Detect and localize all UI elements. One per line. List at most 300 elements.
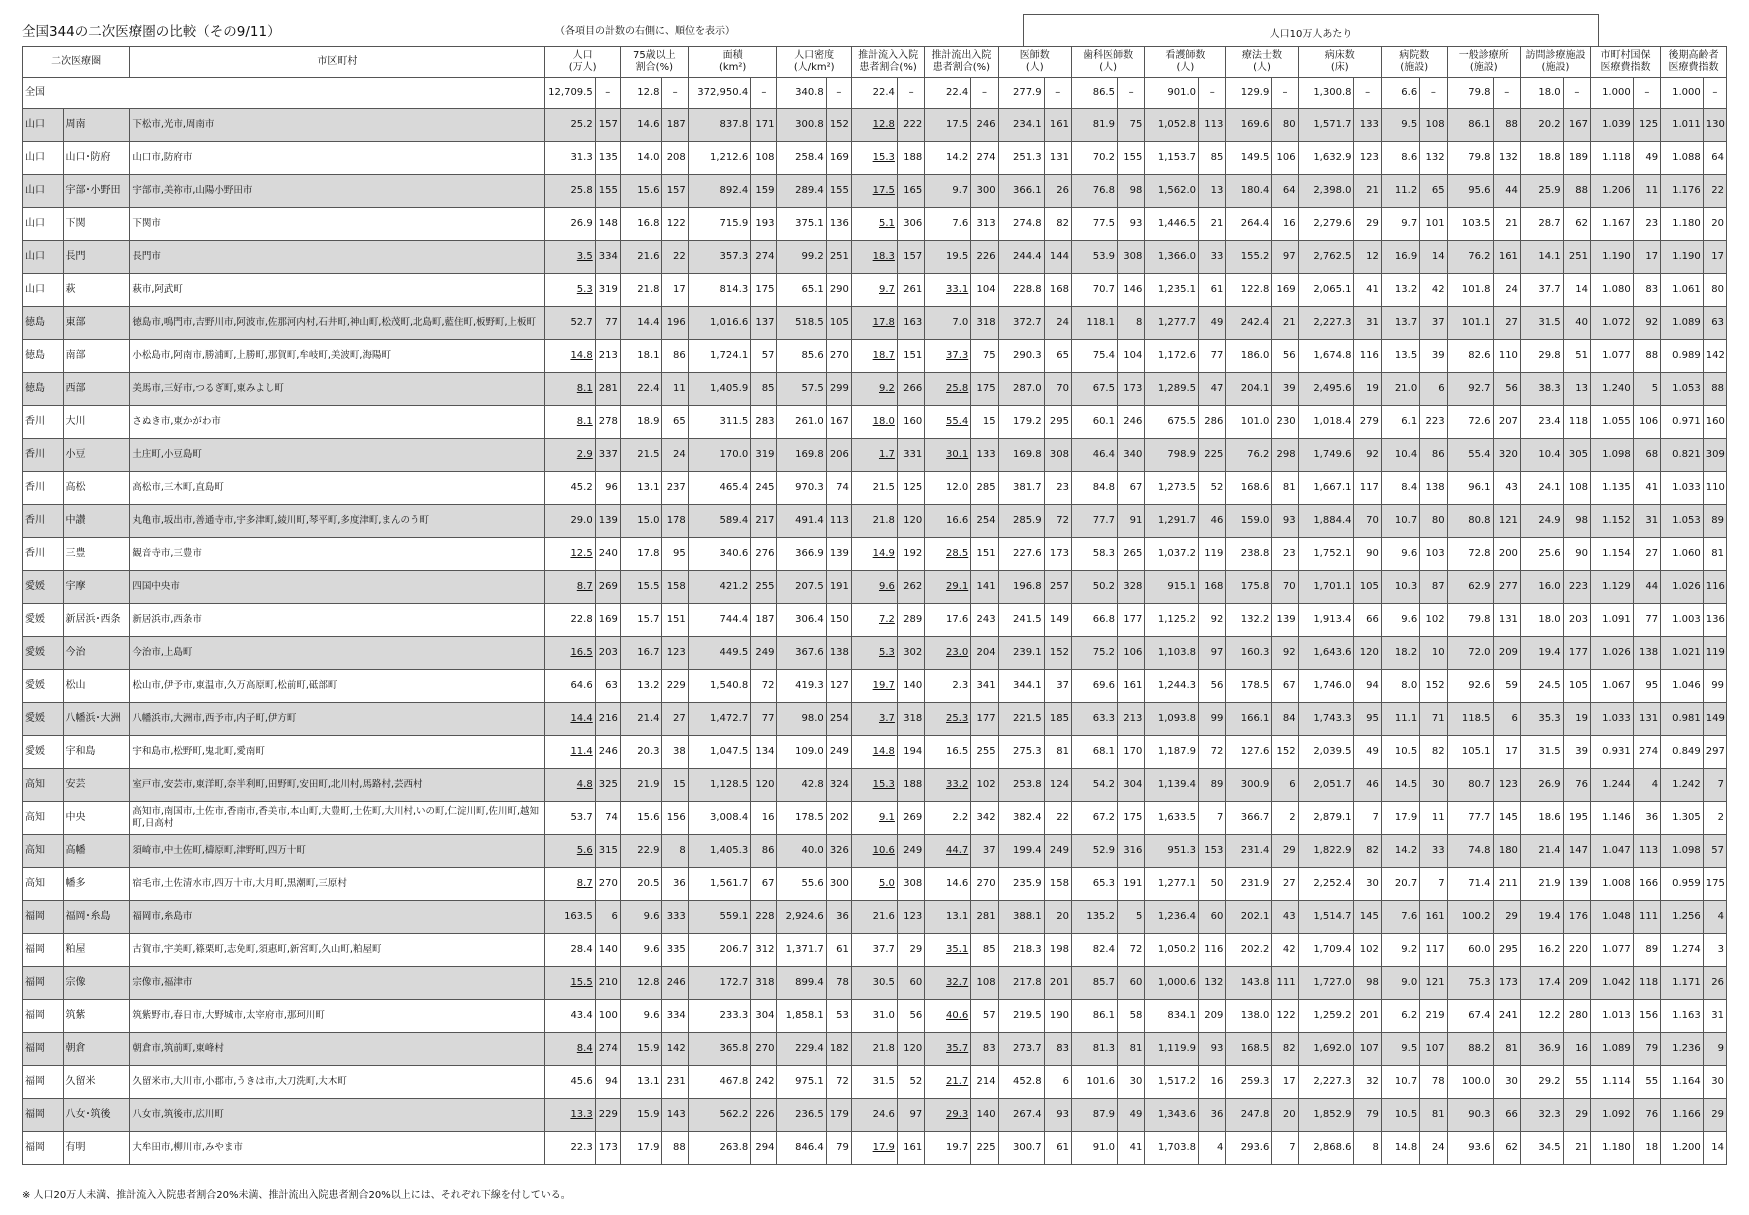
value-cell: 21.9	[620, 769, 662, 802]
col-outflow: 推計流出入院 患者割合(%)	[925, 47, 998, 78]
value-cell: 80.8	[1447, 505, 1493, 538]
rank-cell: 105	[1354, 571, 1381, 604]
value-cell: 253.8	[998, 769, 1044, 802]
value-cell: 30.1	[925, 439, 971, 472]
value-cell: 1,093.8	[1145, 703, 1199, 736]
rank-cell: 270	[971, 868, 998, 901]
rank-cell: 62	[1493, 1132, 1520, 1165]
table-row	[23, 274, 1727, 307]
value-cell: 17.9	[620, 1132, 662, 1165]
value-cell: 12.8	[620, 967, 662, 1000]
rank-cell: 67	[751, 868, 777, 901]
value-cell: 77.7	[1447, 802, 1493, 835]
value-cell: 55.6	[777, 868, 826, 901]
rank-cell: 312	[751, 934, 777, 967]
value-cell: 1,277.1	[1145, 868, 1199, 901]
rank-cell: 152	[826, 109, 851, 142]
national-row	[23, 78, 1727, 109]
rank-cell: 17	[1703, 241, 1726, 274]
value-cell: 1,571.7	[1298, 109, 1354, 142]
value-cell: 242.4	[1226, 307, 1272, 340]
value-cell: 21.8	[851, 1033, 897, 1066]
rank-cell: 3	[1703, 934, 1726, 967]
rank-cell: 7	[1199, 802, 1226, 835]
medical-area-cell: 中讃	[63, 505, 130, 538]
value-cell: 1,139.4	[1145, 769, 1199, 802]
value-cell: 1,037.2	[1145, 538, 1199, 571]
rank-cell: 74	[595, 802, 620, 835]
value-cell: 289.4	[777, 175, 826, 208]
rank-cell: 297	[1703, 736, 1726, 769]
rank-cell: 169	[826, 142, 851, 175]
rank-cell: 95	[662, 538, 688, 571]
prefecture-cell: 福岡	[23, 1033, 64, 1066]
rank-cell: 203	[595, 637, 620, 670]
value-cell: 837.8	[688, 109, 750, 142]
rank-cell: 223	[1420, 406, 1447, 439]
value-cell: 8.0	[1381, 670, 1419, 703]
rank-cell: 107	[1354, 1033, 1381, 1066]
rank-cell: 30	[1703, 1066, 1726, 1099]
rank-cell: 111	[1272, 967, 1298, 1000]
rank-cell: 182	[826, 1033, 851, 1066]
rank-cell: 81	[1493, 1033, 1520, 1066]
rank-cell: 308	[1117, 241, 1144, 274]
rank-cell: 46	[1199, 505, 1226, 538]
col-inflow: 推計流入入院 患者割合(%)	[851, 47, 924, 78]
rank-cell: 79	[1354, 1099, 1381, 1132]
value-cell: 1,277.7	[1145, 307, 1199, 340]
rank-cell: 188	[897, 769, 924, 802]
rank-cell: 94	[1354, 670, 1381, 703]
value-cell: 75.4	[1071, 340, 1117, 373]
rank-cell: 67	[1272, 670, 1298, 703]
medical-area-cell: 福岡･糸島	[63, 901, 130, 934]
value-cell: 105.1	[1447, 736, 1493, 769]
rank-cell: 102	[971, 769, 998, 802]
rank-cell: 318	[897, 703, 924, 736]
value-cell: 5.6	[545, 835, 595, 868]
rank-cell: 188	[897, 142, 924, 175]
rank-cell: 155	[595, 175, 620, 208]
value-cell: 100.0	[1447, 1066, 1493, 1099]
value-cell: 24.6	[851, 1099, 897, 1132]
rank-cell: 147	[1563, 835, 1590, 868]
value-cell: 8.1	[545, 406, 595, 439]
value-cell: 235.9	[998, 868, 1044, 901]
rank-cell: 141	[971, 571, 998, 604]
prefecture-cell: 福岡	[23, 934, 64, 967]
value-cell: 22.4	[925, 78, 971, 109]
rank-cell: 202	[826, 802, 851, 835]
prefecture-cell: 福岡	[23, 1000, 64, 1033]
value-cell: 1.176	[1661, 175, 1704, 208]
table-row	[23, 967, 1727, 1000]
value-cell: 42.8	[777, 769, 826, 802]
rank-cell: 99	[1703, 670, 1726, 703]
header-row	[23, 47, 1727, 78]
value-cell: 169.8	[777, 439, 826, 472]
value-cell: 84.8	[1071, 472, 1117, 505]
value-cell: 366.9	[777, 538, 826, 571]
value-cell: 70.7	[1071, 274, 1117, 307]
value-cell: 101.6	[1071, 1066, 1117, 1099]
value-cell: 18.1	[620, 340, 662, 373]
rank-cell: 249	[897, 835, 924, 868]
value-cell: 66.8	[1071, 604, 1117, 637]
rank-cell: 100	[595, 1000, 620, 1033]
value-cell: 79.8	[1447, 142, 1493, 175]
rank-cell: 19	[1354, 373, 1381, 406]
value-cell: 19.5	[925, 241, 971, 274]
rank-cell: 175	[971, 373, 998, 406]
rank-cell: 156	[662, 802, 688, 835]
rank-cell: 29	[1493, 901, 1520, 934]
value-cell: 915.1	[1145, 571, 1199, 604]
rank-cell: 286	[1199, 406, 1226, 439]
rank-cell: 158	[662, 571, 688, 604]
value-cell: 7.6	[925, 208, 971, 241]
prefecture-cell: 山口	[23, 109, 64, 142]
value-cell: 4.8	[545, 769, 595, 802]
value-cell: 14.4	[620, 307, 662, 340]
value-cell: 218.3	[998, 934, 1044, 967]
rank-cell: 304	[751, 1000, 777, 1033]
value-cell: 80.7	[1447, 769, 1493, 802]
rank-cell: 8	[1117, 307, 1144, 340]
value-cell: 10.5	[1381, 736, 1419, 769]
value-cell: 169.6	[1226, 109, 1272, 142]
rank-cell: 70	[1044, 373, 1071, 406]
table-row	[23, 934, 1727, 967]
rank-cell: 16	[1272, 208, 1298, 241]
rank-cell: 41	[1633, 472, 1660, 505]
rank-cell: 72	[826, 1066, 851, 1099]
rank-cell: 27	[662, 703, 688, 736]
value-cell: 82.6	[1447, 340, 1493, 373]
rank-cell: 229	[595, 1099, 620, 1132]
prefecture-cell: 香川	[23, 406, 64, 439]
value-cell: 715.9	[688, 208, 750, 241]
value-cell: 1.026	[1661, 571, 1704, 604]
value-cell: 1,128.5	[688, 769, 750, 802]
value-cell: 9.2	[1381, 934, 1419, 967]
rank-cell: 134	[751, 736, 777, 769]
value-cell: 60.0	[1447, 934, 1493, 967]
value-cell: 16.6	[925, 505, 971, 538]
rank-cell: 194	[897, 736, 924, 769]
rank-cell: 79	[826, 1132, 851, 1165]
rank-cell: 274	[1633, 736, 1660, 769]
value-cell: 5.0	[851, 868, 897, 901]
value-cell: 15.0	[620, 505, 662, 538]
value-cell: 21.5	[851, 472, 897, 505]
value-cell: 14.6	[620, 109, 662, 142]
value-cell: 86.1	[1447, 109, 1493, 142]
value-cell: 109.0	[777, 736, 826, 769]
rank-cell: 151	[897, 340, 924, 373]
rank-cell: 82	[1354, 835, 1381, 868]
rank-cell: 139	[1272, 604, 1298, 637]
value-cell: 365.8	[688, 1033, 750, 1066]
rank-cell: 11	[1633, 175, 1660, 208]
rank-cell: 83	[971, 1033, 998, 1066]
value-cell: 91.0	[1071, 1132, 1117, 1165]
value-cell: 1.011	[1661, 109, 1704, 142]
prefecture-cell: 香川	[23, 439, 64, 472]
municipalities-cell: 古賀市,宇美町,篠栗町,志免町,須惠町,新宮町,久山町,粕屋町	[130, 934, 545, 967]
rank-cell: 41	[1354, 274, 1381, 307]
value-cell: 16.2	[1520, 934, 1563, 967]
value-cell: 1.033	[1661, 472, 1704, 505]
rank-cell: 19	[1563, 703, 1590, 736]
medical-area-cell: 今治	[63, 637, 130, 670]
rank-cell: 204	[971, 637, 998, 670]
table-row	[23, 241, 1727, 274]
rank-cell: 274	[595, 1033, 620, 1066]
value-cell: 21.8	[620, 274, 662, 307]
rank-cell: 71	[1420, 703, 1447, 736]
value-cell: 19.4	[1520, 901, 1563, 934]
rank-cell: 23	[1272, 538, 1298, 571]
rank-cell: 137	[751, 307, 777, 340]
rank-cell: 23	[1044, 472, 1071, 505]
rank-cell: 21	[1354, 175, 1381, 208]
value-cell: 52.7	[545, 307, 595, 340]
rank-cell: 82	[1272, 1033, 1298, 1066]
rank-cell: 56	[1272, 340, 1298, 373]
value-cell: 28.7	[1520, 208, 1563, 241]
value-cell: 163.5	[545, 901, 595, 934]
rank-cell: 98	[1563, 505, 1590, 538]
value-cell: 62.9	[1447, 571, 1493, 604]
value-cell: 834.1	[1145, 1000, 1199, 1033]
rank-note: （各項目の計数の右側に、順位を表示）	[555, 26, 735, 37]
value-cell: 1.055	[1591, 406, 1634, 439]
rank-cell: 213	[1117, 703, 1144, 736]
value-cell: 13.2	[620, 670, 662, 703]
value-cell: 98.0	[777, 703, 826, 736]
rank-cell: 123	[1354, 142, 1381, 175]
prefecture-cell: 愛媛	[23, 571, 64, 604]
rank-cell: 61	[1199, 274, 1226, 307]
value-cell: 69.6	[1071, 670, 1117, 703]
rank-cell: 335	[662, 934, 688, 967]
value-cell: 67.4	[1447, 1000, 1493, 1033]
rank-cell: 295	[1044, 406, 1071, 439]
rank-cell: 87	[1420, 571, 1447, 604]
value-cell: 1,289.5	[1145, 373, 1199, 406]
value-cell: 3.5	[545, 241, 595, 274]
value-cell: 236.5	[777, 1099, 826, 1132]
value-cell: 76.2	[1447, 241, 1493, 274]
value-cell: 9.6	[620, 934, 662, 967]
value-cell: 92.7	[1447, 373, 1493, 406]
rank-cell: 289	[897, 604, 924, 637]
rank-cell: 17	[1272, 1066, 1298, 1099]
rank-cell: 130	[1703, 109, 1726, 142]
municipalities-cell: 宗像市,福津市	[130, 967, 545, 1000]
rank-cell: 254	[971, 505, 998, 538]
value-cell: 1.089	[1661, 307, 1704, 340]
rank-cell: 61	[1044, 1132, 1071, 1165]
value-cell: 10.7	[1381, 1066, 1419, 1099]
value-cell: 132.2	[1226, 604, 1272, 637]
medical-area-cell: 有明	[63, 1132, 130, 1165]
rank-cell: 180	[1493, 835, 1520, 868]
rank-cell: 67	[1117, 472, 1144, 505]
value-cell: 76.8	[1071, 175, 1117, 208]
value-cell: 1.200	[1661, 1132, 1704, 1165]
rank-cell: 315	[595, 835, 620, 868]
medical-area-cell: 山口･防府	[63, 142, 130, 175]
value-cell: 43.4	[545, 1000, 595, 1033]
rank-cell: 88	[1633, 340, 1660, 373]
value-cell: 14.0	[620, 142, 662, 175]
table-row	[23, 670, 1727, 703]
rank-cell: 140	[971, 1099, 998, 1132]
value-cell: 1,153.7	[1145, 142, 1199, 175]
prefecture-cell: 香川	[23, 505, 64, 538]
rank-cell: 11	[1420, 802, 1447, 835]
rank-cell: 42	[1272, 934, 1298, 967]
rank-cell: 192	[897, 538, 924, 571]
value-cell: 12.8	[620, 78, 662, 109]
rank-cell: 333	[662, 901, 688, 934]
rank-cell: 125	[897, 472, 924, 505]
medical-area-cell: 下関	[63, 208, 130, 241]
value-cell: 204.1	[1226, 373, 1272, 406]
rank-cell: 77	[1199, 340, 1226, 373]
value-cell: 21.9	[1520, 868, 1563, 901]
value-cell: 311.5	[688, 406, 750, 439]
rank-cell: 152	[1420, 670, 1447, 703]
value-cell: 306.4	[777, 604, 826, 637]
value-cell: 1.167	[1591, 208, 1634, 241]
municipalities-cell: 室戸市,安芸市,東洋町,奈半利町,田野町,安田町,北川村,馬路村,芸西村	[130, 769, 545, 802]
value-cell: 1.088	[1661, 142, 1704, 175]
table-row	[23, 802, 1727, 835]
rank-cell: –	[1117, 78, 1144, 109]
rank-cell: 138	[1420, 472, 1447, 505]
value-cell: 17.6	[925, 604, 971, 637]
value-cell: 35.7	[925, 1033, 971, 1066]
rank-cell: 316	[1117, 835, 1144, 868]
value-cell: 1,343.6	[1145, 1099, 1199, 1132]
value-cell: 33.1	[925, 274, 971, 307]
value-cell: 1,052.8	[1145, 109, 1199, 142]
value-cell: 293.6	[1226, 1132, 1272, 1165]
value-cell: 14.2	[925, 142, 971, 175]
value-cell: 93.6	[1447, 1132, 1493, 1165]
value-cell: 18.0	[851, 406, 897, 439]
medical-area-cell: 松山	[63, 670, 130, 703]
value-cell: 1.048	[1591, 901, 1634, 934]
rank-cell: 341	[971, 670, 998, 703]
rank-cell: 76	[1563, 769, 1590, 802]
value-cell: 37.7	[1520, 274, 1563, 307]
rank-cell: 66	[1354, 604, 1381, 637]
rank-cell: 24	[1493, 274, 1520, 307]
value-cell: 3.7	[851, 703, 897, 736]
rank-cell: 84	[1272, 703, 1298, 736]
col-dentists: 歯科医師数 (人)	[1071, 47, 1144, 78]
value-cell: 1.154	[1591, 538, 1634, 571]
rank-cell: 23	[1633, 208, 1660, 241]
table-row	[23, 406, 1727, 439]
rank-cell: 39	[1563, 736, 1590, 769]
rank-cell: 92	[1354, 439, 1381, 472]
value-cell: 2,495.6	[1298, 373, 1354, 406]
rank-cell: 155	[826, 175, 851, 208]
value-cell: 16.0	[1520, 571, 1563, 604]
value-cell: 1.091	[1591, 604, 1634, 637]
rank-cell: 104	[1117, 340, 1144, 373]
rank-cell: 171	[751, 109, 777, 142]
prefecture-cell: 福岡	[23, 1132, 64, 1165]
value-cell: 81.3	[1071, 1033, 1117, 1066]
rank-cell: 22	[1044, 802, 1071, 835]
rank-cell: 77	[751, 703, 777, 736]
rank-cell: 163	[897, 307, 924, 340]
rank-cell: 274	[751, 241, 777, 274]
rank-cell: 50	[1199, 868, 1226, 901]
rank-cell: 217	[751, 505, 777, 538]
rank-cell: 65	[1420, 175, 1447, 208]
prefecture-cell: 高知	[23, 835, 64, 868]
municipalities-cell: 松山市,伊予市,東温市,久万高原町,松前町,砥部町	[130, 670, 545, 703]
rank-cell: 93	[1272, 505, 1298, 538]
rank-cell: 26	[1044, 175, 1071, 208]
value-cell: 85.6	[777, 340, 826, 373]
value-cell: 20.5	[620, 868, 662, 901]
value-cell: 24.9	[1520, 505, 1563, 538]
value-cell: 70.2	[1071, 142, 1117, 175]
value-cell: 37.7	[851, 934, 897, 967]
rank-cell: 7	[1272, 1132, 1298, 1165]
value-cell: 180.4	[1226, 175, 1272, 208]
rank-cell: 21	[1493, 208, 1520, 241]
value-cell: 22.9	[620, 835, 662, 868]
rank-cell: 179	[826, 1099, 851, 1132]
value-cell: 11.4	[545, 736, 595, 769]
rank-cell: 2	[1272, 802, 1298, 835]
rank-cell: 161	[1420, 901, 1447, 934]
rank-cell: 191	[826, 571, 851, 604]
value-cell: 36.9	[1520, 1033, 1563, 1066]
value-cell: 1,514.7	[1298, 901, 1354, 934]
value-cell: 1,047.5	[688, 736, 750, 769]
value-cell: 9.2	[851, 373, 897, 406]
value-cell: 1.000	[1661, 78, 1704, 109]
value-cell: 32.3	[1520, 1099, 1563, 1132]
value-cell: 45.2	[545, 472, 595, 505]
value-cell: 1,746.0	[1298, 670, 1354, 703]
value-cell: 217.8	[998, 967, 1044, 1000]
rank-cell: 101	[1420, 208, 1447, 241]
rank-cell: 277	[1493, 571, 1520, 604]
rank-cell: 308	[897, 868, 924, 901]
rank-cell: 175	[1117, 802, 1144, 835]
rank-cell: 119	[1703, 637, 1726, 670]
value-cell: 18.9	[620, 406, 662, 439]
rank-cell: 191	[1117, 868, 1144, 901]
rank-cell: 106	[1117, 637, 1144, 670]
value-cell: 29.3	[925, 1099, 971, 1132]
rank-cell: 173	[1117, 373, 1144, 406]
value-cell: 1.114	[1591, 1066, 1634, 1099]
prefecture-cell: 香川	[23, 538, 64, 571]
